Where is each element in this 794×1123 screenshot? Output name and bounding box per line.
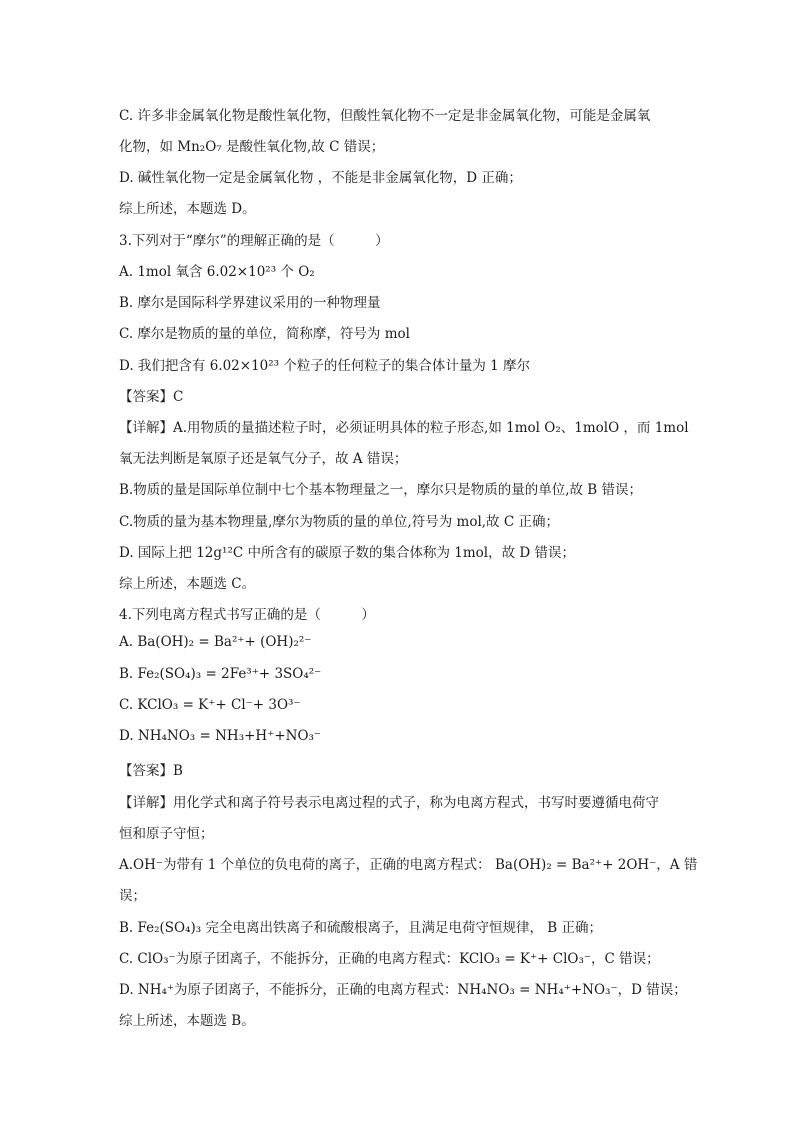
text-line: 化物，如 Mn₂O₇ 是酸性氧化物,故 C 错误； [119, 139, 385, 155]
explanation-line: D. NH₄⁺为原子团离子，不能拆分，正确的电离方程式：NH₄NO₃ = NH₄⁺+NO₃⁻，D 错误； [119, 982, 687, 998]
explanation-line: B. Fe₂(SO₄)₃ 完全电离出铁离子和硫酸根离子，且满足电荷守恒规律， B 正确； [119, 920, 602, 936]
text-line: 综上所述，本题选 B。 [119, 1013, 255, 1029]
explanation-line: D. 国际上把 12g¹²C 中所含有的碳原子数的集合体称为 1mol，故 D 错误； [119, 545, 576, 561]
explanation-line: A.OH⁻为带有 1 个单位的负电荷的离子，正确的电离方程式： Ba(OH)₂ = Ba²⁺+ 2OH⁻，A 错 [119, 857, 698, 873]
text-line: D. 碱性氧化物一定是金属氧化物 ，不能是非金属氧化物，D 正确； [119, 170, 522, 186]
option-a: A. Ba(OH)₂ = Ba²⁺+ (OH)₂²⁻ [119, 634, 312, 650]
explanation-line: 【详解】用化学式和离子符号表示电离过程的式子，称为电离方程式，书写时要遵循电荷守 [119, 795, 659, 811]
explanation-line: 氧无法判断是氧原子还是氧气分子，故 A 错误； [119, 451, 408, 467]
option-d: D. NH₄NO₃ = NH₃+H⁺+NO₃⁻ [119, 728, 322, 744]
option-b: B. 摩尔是国际科学界建议采用的一种物理量 [119, 295, 381, 311]
answer-label: 【答案】C [119, 389, 184, 405]
option-c: C. 摩尔是物质的量的单位，简称摩，符号为 mol [119, 326, 410, 342]
option-a: A. 1mol 氧含 6.02×10²³ 个 O₂ [119, 264, 315, 280]
option-d: D. 我们把含有 6.02×10²³ 个粒子的任何粒子的集合体计量为 1 摩尔 [119, 358, 531, 374]
answer-label: 【答案】B [119, 763, 183, 779]
explanation-line: C.物质的量为基本物理量,摩尔为物质的量的单位,符号为 mol,故 C 正确； [119, 514, 559, 530]
option-c: C. KClO₃ = K⁺+ Cl⁻+ 3O³⁻ [119, 697, 301, 713]
option-b: B. Fe₂(SO₄)₃ = 2Fe³⁺+ 3SO₄²⁻ [119, 666, 322, 682]
question-title: 3.下列对于“摩尔”的理解正确的是（ ） [119, 233, 389, 249]
question-title: 4.下列电离方程式书写正确的是（ ） [119, 607, 375, 623]
explanation-line: 误； [119, 888, 146, 904]
explanation-line: C. ClO₃⁻为原子团离子，不能拆分，正确的电离方程式：KClO₃ = K⁺+ ClO₃⁻，C 错误； [119, 951, 660, 967]
text-line: C. 许多非金属氧化物是酸性氧化物，但酸性氧化物不一定是非金属氧化物，可能是金属氧 [119, 108, 651, 124]
explanation-line: B.物质的量是国际单位制中七个基本物理量之一，摩尔只是物质的量的单位,故 B 错误； [119, 482, 643, 498]
text-line: 综上所述，本题选 D。 [119, 201, 256, 217]
explanation-line: 恒和原子守恒； [119, 826, 214, 842]
explanation-line: 【详解】A.用物质的量描述粒子时，必须证明具体的粒子形态,如 1mol O₂、1molO ，而 1mol [119, 420, 689, 436]
text-line: 综上所述，本题选 C。 [119, 576, 256, 592]
